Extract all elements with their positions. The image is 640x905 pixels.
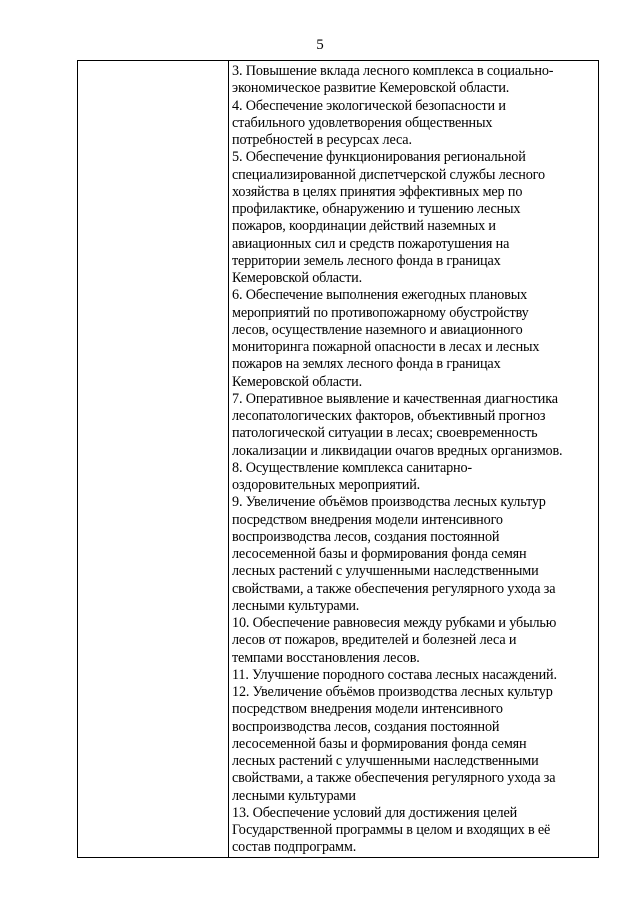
page-number: 5 — [316, 37, 324, 53]
objective-item-3: 3. Повышение вклада лесного комплекса в социально- экономическое развитие Кемеровской области. — [232, 63, 554, 97]
objective-item-8: 8. Осуществление комплекса санитарно- оздоровительных мероприятий. — [232, 459, 473, 493]
table-cell-left-empty — [78, 61, 229, 858]
objective-item-4: 4. Обеспечение экологической безопасности и стабильного удовлетворения общественных потребностей в ресурсах леса. — [232, 97, 506, 148]
objective-item-10: 10. Обеспечение равновесия между рубками и убылью лесов от пожаров, вредителей и болезней леса и темпами восстановления лесов. — [232, 615, 557, 666]
table-row — [78, 61, 599, 858]
objective-item-11: 11. Улучшение породного состава лесных насаждений. — [232, 666, 557, 683]
table-cell-objectives — [229, 61, 599, 858]
objectives-table — [77, 60, 599, 858]
objective-item-6: 6. Обеспечение выполнения ежегодных плановых мероприятий по противопожарному обустройству лесов, осуществление наземного и авиационного мониторинга пожарной опасности в лесах и лесных пожаров на землях лесного фонда в границах Кемеровской области. — [232, 287, 540, 390]
objective-item-5: 5. Обеспечение функционирования региональной специализированной диспетчерской службы лесного хозяйства в целях принятия эффективных мер по профилактике, обнаружению и тушению лесных пожаров, координации действий наземных и авиационных сил и средств пожаротушения на территории земель лесного фонда в границах Кемеровской области. — [232, 149, 545, 286]
objective-item-13: 13. Обеспечение условий для достижения целей Государственной программы в целом и входящих в её состав подпрограмм. — [232, 804, 551, 856]
objective-item-9: 9. Увеличение объёмов производства лесных культур посредством внедрения модели интенсивного воспроизводства лесов, создания постоянной лесосеменной базы и формирования фонда семян лесных растений с улучшенными наследственными свойствами, а также обеспечения регулярного ухода за лесными культурами. — [232, 494, 556, 614]
objective-item-12: 12. Увеличение объёмов производства лесных культур посредством внедрения модели интенсивного воспроизводства лесов, создания постоянной лесосеменной базы и формирования фонда семян лесных растений с улучшенными наследственными свойствами, а также обеспечения регулярного ухода за лесными культурами — [232, 684, 556, 804]
objective-item-7: 7. Оперативное выявление и качественная диагностика лесопатологических факторов, объективный прогноз патологической ситуации в лесах; своевременность локализации и ликвидации очагов вредных организмов. — [232, 390, 563, 459]
